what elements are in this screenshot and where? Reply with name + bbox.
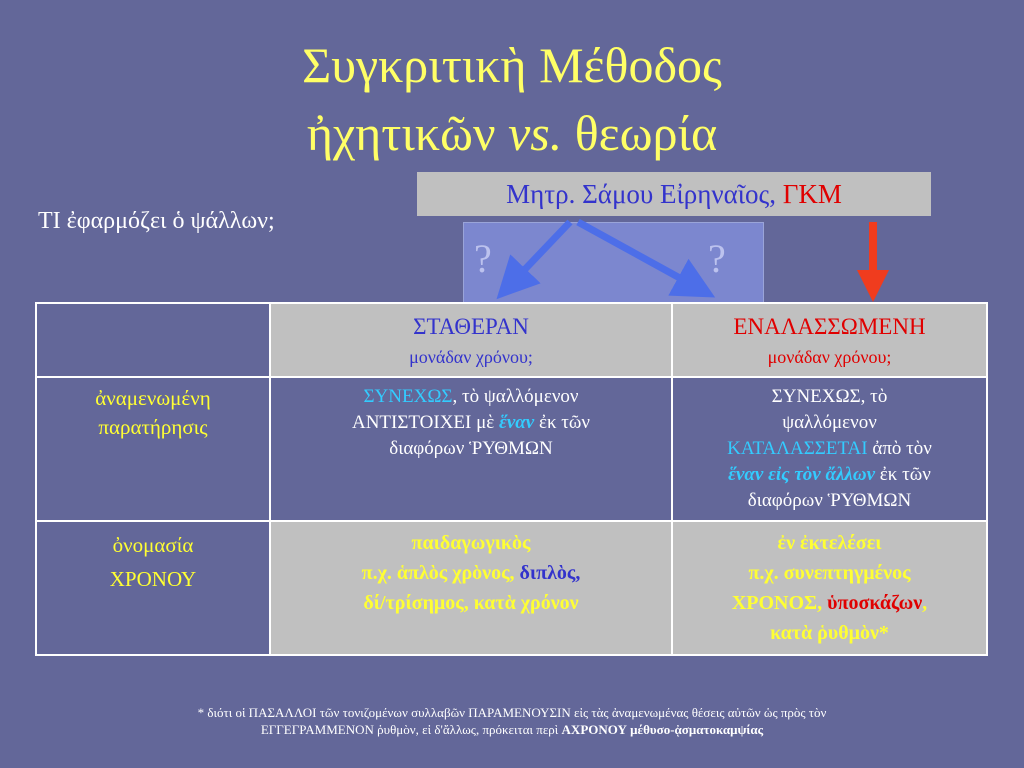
expected-alternating-line5: διαφόρων ῬΥΘΜΩΝ <box>747 490 912 511</box>
expected-constant-text-c: ἐκ τῶν <box>534 412 591 433</box>
word-diplos: διπλὸς <box>519 562 576 584</box>
question-mark-left: ? <box>474 236 492 281</box>
naming-alternating-line4: κατὰ ῥυθμὸν* <box>770 622 889 644</box>
header-alternating-title: ΕΝΑΛΑΣΣΩΜΕΝΗ <box>733 314 926 339</box>
header-alternating-cell <box>672 303 987 377</box>
naming-constant-line1: παιδαγωγικὸς <box>411 532 531 554</box>
expected-alternating-text-b: ἐκ τῶν <box>875 464 931 485</box>
expected-alternating-text-a: ἀπὸ τὸν <box>867 438 932 459</box>
question-mark-right: ? <box>708 236 726 281</box>
word-enan: ἕναν <box>499 412 535 433</box>
comparison-table <box>35 302 988 656</box>
word-yposkazon: ὑποσκάζων <box>827 592 923 614</box>
footnote <box>60 704 964 738</box>
row-label-expected-line1: ἀναμενωμένη <box>95 386 211 410</box>
expected-constant-line1 <box>277 384 665 410</box>
phrase-enan-eis-ton-allon: ἕναν εἰς τὸν ἄλλων <box>728 464 876 485</box>
row-label-expected <box>36 377 270 521</box>
table-row-expected <box>36 377 987 521</box>
row-label-naming <box>36 521 270 655</box>
naming-alternating-cell <box>672 521 987 655</box>
header-constant-subtitle: μονάδαν χρόνου; <box>409 347 533 367</box>
title-vs: vs. <box>508 105 563 161</box>
expected-constant-text-b: ΑΝΤΙΣΤΟΙΧΕΙ μὲ <box>351 412 500 433</box>
expected-alternating-cell <box>672 377 987 521</box>
naming-alternating-line2: π.χ. συνεπτηγμένος <box>748 562 911 584</box>
attribution-acronym: ΓΚΜ <box>782 179 842 209</box>
question-text: ΤΙ ἐφαρμόζει ὁ ψάλλων; <box>38 208 275 234</box>
footnote-text: ΕΓΓΕΓΡΑΜΜΕΝΟΝ ῥυθμὸν, εἰ δ'ἄλλως, πρόκειται περὶ <box>260 722 562 737</box>
table-row-naming <box>36 521 987 655</box>
header-constant-title: ΣΤΑΘΕΡΑΝ <box>413 314 529 339</box>
slide-title-line2 <box>0 104 1024 162</box>
question-mark-box <box>463 222 764 310</box>
expected-alternating-line1: ΣΥΝΕΧΩΣ, τὸ <box>771 386 888 407</box>
expected-alternating-line3 <box>679 436 980 462</box>
expected-constant-cell <box>270 377 672 521</box>
header-empty-cell <box>36 303 270 377</box>
expected-alternating-line4 <box>679 462 980 488</box>
row-label-expected-line2: παρατήρησις <box>98 415 208 439</box>
footnote-line1: * διότι οἱ ΠΑΣΑΛΛΟΙ τῶν τονιζομένων συλλαβῶν ΠΑΡΑΜΕΝΟΥΣΙΝ εἰς τὰς ἀναμενωμένας θέσεις αὐτῶν ὡς πρὸς τὸν <box>197 705 827 720</box>
header-alternating-subtitle: μονάδαν χρόνου; <box>767 347 892 367</box>
word-katalassetai: ΚΑΤΑΛΑΣΣΕΤΑΙ <box>727 438 868 459</box>
slide-title-line1: Συγκριτικὴ Μέθοδος <box>302 37 722 93</box>
footnote-line2 <box>60 721 964 738</box>
footnote-emphasis: ΑΧΡΟΝΟΥ μέθυσο-ᾀσματοκαμψίας <box>561 722 764 737</box>
expected-alternating-line2: ψαλλόμενον <box>782 412 877 433</box>
attribution-name: Μητρ. Σάμου Εἰρηναῖος, <box>506 179 783 209</box>
naming-constant-line2 <box>277 558 665 588</box>
attribution-box <box>417 172 931 216</box>
naming-alternating-text-a: ΧΡΟΝΟΣ, <box>731 592 828 614</box>
naming-alternating-line3 <box>679 588 980 618</box>
title-word-theoria: θεωρία <box>562 105 718 161</box>
expected-constant-line3: διαφόρων ῬΥΘΜΩΝ <box>389 438 553 459</box>
title-word-echetikon: ἠχητικῶν <box>306 105 509 161</box>
naming-alternating-line1: ἐν ἐκτελέσει <box>777 532 882 554</box>
naming-alternating-comma: , <box>922 592 928 614</box>
naming-constant-cell <box>270 521 672 655</box>
naming-constant-text-a: π.χ. ἁπλὸς χρὸνος, <box>361 562 520 584</box>
expected-constant-line2 <box>277 410 665 436</box>
row-label-naming-line2: ΧΡΟΝΟΥ <box>109 567 197 591</box>
row-label-naming-line1: ὀνομασία <box>112 533 194 557</box>
naming-constant-line3: δί/τρίσημος, κατὰ χρόνον <box>363 592 579 614</box>
header-constant-cell <box>270 303 672 377</box>
word-synechos: ΣΥΝΕΧΩΣ <box>363 386 453 407</box>
naming-constant-comma: , <box>575 562 581 584</box>
expected-constant-text-a: , τὸ ψαλλόμενον <box>452 386 579 407</box>
table-header-row <box>36 303 987 377</box>
